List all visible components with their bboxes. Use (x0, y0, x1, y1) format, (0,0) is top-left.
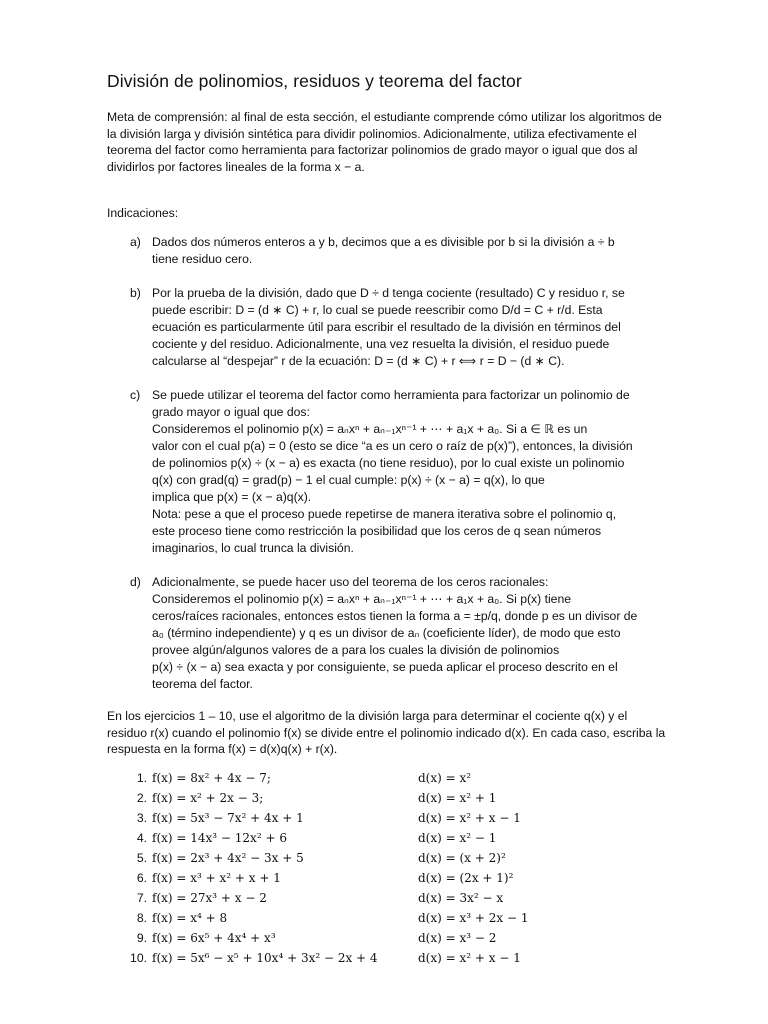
exercise-number: 8. (136, 910, 147, 925)
exercise-number: 9. (136, 930, 147, 945)
exercise-d: d(x) = x² + x − 1 (418, 950, 521, 965)
item-line: este proceso tiene como restricción la posibilidad que los ceros de q sean números (152, 524, 602, 538)
item-line: q(x) con grad(q) = grad(p) − 1 el cual cumple: p(x) ÷ (x − a) = q(x), lo que (152, 473, 545, 487)
item-line: Dados dos números enteros a y b, decimos que a es divisible por b si la división a ÷ b (152, 235, 615, 249)
exercise-d: d(x) = (2x + 1)² (418, 870, 514, 885)
item-line: ecuación es particularmente útil para escribir el resultado de la división en términos del (152, 320, 621, 334)
item-line: calcularse al “despejar” r de la ecuación: D = (d ∗ C) + r ⟺ r = D − (d ∗ C). (152, 354, 565, 368)
instruction-item (107, 285, 667, 370)
exercises-intro: En los ejercicios 1 – 10, use el algoritmo de la división larga para determinar el cociente q(x) y el residuo r(x) cuando el polinomio f(x) se divide entre el polinomio indicado d(x). En cada caso, escriba la respuesta en la forma f(x) = d(x)q(x) + r(x). (107, 709, 666, 756)
exercise-row (107, 808, 667, 828)
exercise-row (107, 888, 667, 908)
exercise-f: f(x) = 5x⁶ − x⁵ + 10x⁴ + 3x² − 2x + 4 (152, 950, 378, 965)
item-label: d) (130, 575, 141, 589)
exercise-f: f(x) = 8x² + 4x − 7; (152, 770, 271, 785)
item-line: de polinomios p(x) ÷ (x − a) es exacta (no tiene residuo), por lo cual existe un polinomio (152, 456, 625, 470)
item-line: ceros/raíces racionales, entonces estos tienen la forma a = ±p/q, donde p es un divisor de (152, 609, 638, 623)
exercise-f: f(x) = 5x³ − 7x² + 4x + 1 (152, 810, 304, 825)
exercise-number: 7. (136, 890, 147, 905)
exercise-number: 6. (136, 870, 147, 885)
item-line: Adicionalmente, se puede hacer uso del teorema de los ceros racionales: (152, 575, 549, 589)
exercise-f: f(x) = x⁴ + 8 (152, 910, 228, 925)
exercise-row (107, 868, 667, 888)
exercise-list (107, 768, 667, 968)
item-line: implica que p(x) = (x − a)q(x). (152, 490, 312, 504)
item-line: grado mayor o igual que dos: (152, 405, 310, 419)
exercise-number: 1. (136, 770, 147, 785)
exercise-row (107, 768, 667, 788)
item-label: a) (130, 235, 141, 249)
item-line: Consideremos el polinomio p(x) = aₙxⁿ + aₙ₋₁xⁿ⁻¹ + ⋯ + a₁x + a₀. Si a ∈ ℝ es un (152, 422, 588, 436)
item-line: Por la prueba de la división, dado que D ÷ d tenga cociente (resultado) C y residuo r, se (152, 286, 625, 300)
item-line: puede escribir: D = (d ∗ C) + r, lo cual se puede reescribir como D/d = C + r/d. Esta (152, 303, 603, 317)
item-line: a₀ (término independiente) y q es un divisor de aₙ (coeficiente líder), de modo que esto (152, 626, 621, 640)
instruction-item (107, 574, 667, 693)
item-line: cociente y del residuo. Adicionalmente, una vez resuelta la división, el residuo puede (152, 337, 610, 351)
instructions-list (107, 234, 667, 693)
item-line: Consideremos el polinomio p(x) = aₙxⁿ + aₙ₋₁xⁿ⁻¹ + ⋯ + a₁x + a₀. Si p(x) tiene (152, 592, 572, 606)
instructions-heading: Indicaciones: (107, 206, 179, 220)
exercise-d: d(x) = x² − 1 (418, 830, 497, 845)
exercise-number: 2. (136, 790, 147, 805)
exercise-d: d(x) = x² (418, 770, 472, 785)
item-line: Se puede utilizar el teorema del factor como herramienta para factorizar un polinomio de (152, 388, 630, 402)
exercise-d: d(x) = 3x² − x (418, 890, 504, 905)
item-label: b) (130, 286, 141, 300)
exercise-row (107, 908, 667, 928)
document-page (107, 70, 667, 968)
exercise-row (107, 948, 667, 968)
exercise-d: d(x) = x² + x − 1 (418, 810, 521, 825)
exercise-number: 10. (130, 950, 147, 965)
instruction-item (107, 234, 667, 268)
item-line: Nota: pese a que el proceso puede repetirse de manera iterativa sobre el polinomio q, (152, 507, 617, 521)
exercise-f: f(x) = 27x³ + x − 2 (152, 890, 267, 905)
item-line: provee algún/algunos valores de a para los cuales la división de polinomios (152, 643, 560, 657)
exercise-d: d(x) = x³ − 2 (418, 930, 497, 945)
item-line: imaginarios, lo cual trunca la división. (152, 541, 354, 555)
item-line: p(x) ÷ (x − a) sea exacta y por consiguiente, se pueda aplicar el proceso descrito en el (152, 660, 618, 674)
exercise-f: f(x) = 6x⁵ + 4x⁴ + x³ (152, 930, 276, 945)
item-line: tiene residuo cero. (152, 252, 253, 266)
exercise-row (107, 928, 667, 948)
exercise-f: f(x) = x³ + x² + x + 1 (152, 870, 281, 885)
exercise-row (107, 828, 667, 848)
item-line: valor con el cual p(a) = 0 (esto se dice “a es un cero o raíz de p(x)”), entonces, la división (152, 439, 633, 453)
instruction-item (107, 387, 667, 557)
learning-goal: Meta de comprensión: al final de esta sección, el estudiante comprende cómo utilizar los algoritmos de la división larga y división sintética para dividir polinomios. Adicionalmente, utiliza efectivamente el teorema del factor como herramienta para factorizar polinomios de grado mayor o igual que dos al dividirlos por factores lineales de la forma x − a. (107, 110, 662, 174)
exercise-f: f(x) = 14x³ − 12x² + 6 (152, 830, 287, 845)
exercise-number: 5. (136, 850, 147, 865)
item-label: c) (130, 388, 141, 402)
exercise-d: d(x) = (x + 2)² (418, 850, 506, 865)
exercise-number: 3. (136, 810, 147, 825)
exercise-row (107, 788, 667, 808)
exercise-row (107, 848, 667, 868)
exercise-f: f(x) = 2x³ + 4x² − 3x + 5 (152, 850, 304, 865)
exercise-f: f(x) = x² + 2x − 3; (152, 790, 264, 805)
exercise-d: d(x) = x² + 1 (418, 790, 497, 805)
exercise-number: 4. (136, 830, 147, 845)
exercise-d: d(x) = x³ + 2x − 1 (418, 910, 529, 925)
item-line: teorema del factor. (152, 677, 253, 691)
page-title: División de polinomios, residuos y teorema del factor (107, 71, 522, 91)
